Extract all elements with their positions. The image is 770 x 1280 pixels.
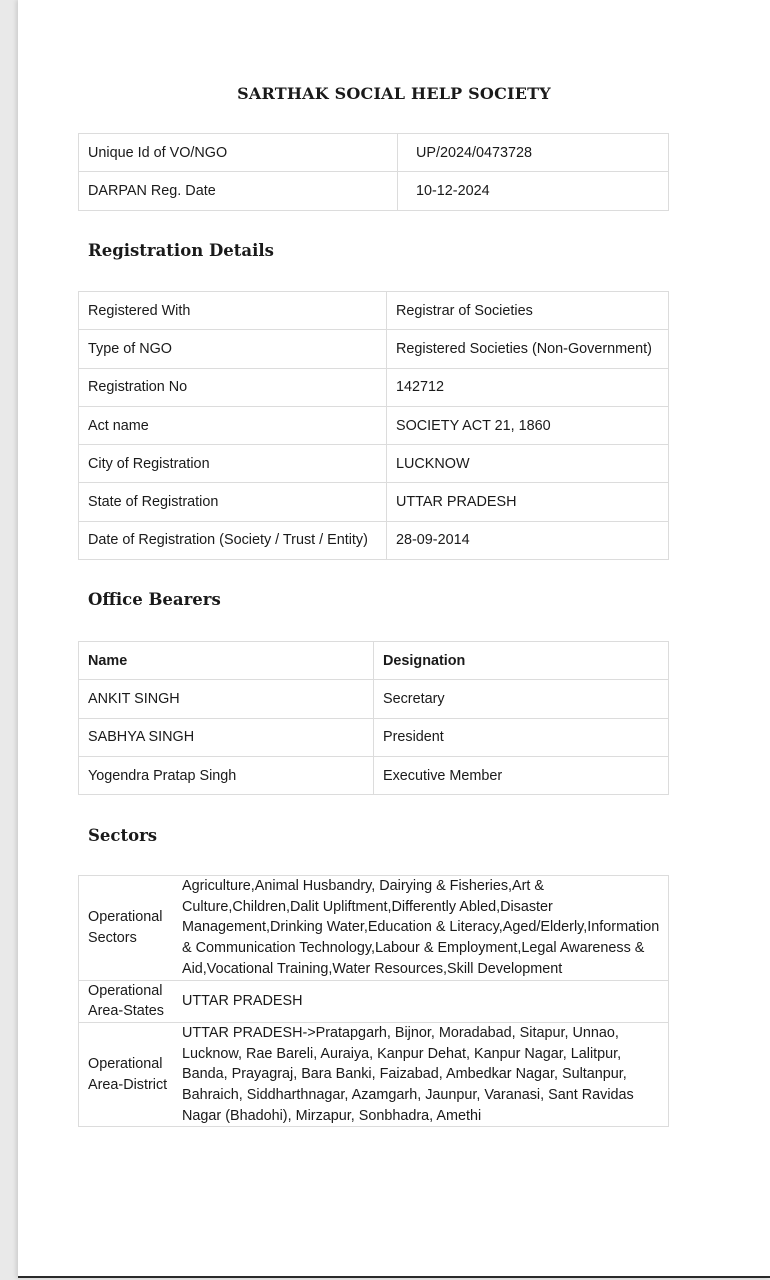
document-title: SARTHAK SOCIAL HELP SOCIETY <box>237 84 551 103</box>
label-cell: Operational Area-District <box>79 1022 177 1127</box>
table-row <box>79 680 669 718</box>
label-cell: Registration No <box>79 368 387 406</box>
page-bottom-border <box>18 1276 770 1278</box>
label-cell: Unique Id of VO/NGO <box>79 134 398 172</box>
value-cell: UP/2024/0473728 <box>398 134 669 172</box>
name-cell: ANKIT SINGH <box>79 680 374 718</box>
table-row <box>79 172 669 210</box>
value-cell: 10-12-2024 <box>398 172 669 210</box>
label-cell: Operational Area-States <box>79 980 177 1022</box>
label-cell: Type of NGO <box>79 330 387 368</box>
table-row <box>79 445 669 483</box>
table-row <box>79 756 669 794</box>
label-cell: City of Registration <box>79 445 387 483</box>
name-cell: Yogendra Pratap Singh <box>79 756 374 794</box>
table-row <box>79 521 669 559</box>
office-bearers-heading: Office Bearers <box>88 590 221 609</box>
value-cell: UTTAR PRADESH->Pratapgarh, Bijnor, Moradabad, Sitapur, Unnao, Lucknow, Rae Bareli, Auraiya, Kanpur Dehat, Kanpur Nagar, Lalitpur, Banda, Prayagraj, Bara Banki, Faizabad, Ambedkar Nagar, Sultanpur, Bahraich, Siddharthnagar, Azamgarh, Jaunpur, Varanasi, Sant Ravidas Nagar (Bhadohi), Mirzapur, Sonbhadra, Amethi <box>176 1022 669 1127</box>
label-cell: Act name <box>79 406 387 444</box>
name-cell: SABHYA SINGH <box>79 718 374 756</box>
table-row <box>79 718 669 756</box>
designation-cell: President <box>374 718 669 756</box>
value-cell: 28-09-2014 <box>387 521 669 559</box>
sectors-heading: Sectors <box>88 826 158 845</box>
value-cell: Registrar of Societies <box>387 292 669 330</box>
table-header-row <box>79 642 669 680</box>
registration-heading: Registration Details <box>88 241 274 260</box>
value-cell: Agriculture,Animal Husbandry, Dairying & Fisheries,Art & Culture,Children,Dalit Upliftment,Differently Abled,Disaster Management,Drinking Water,Education & Literacy,Aged/Elderly,Information & Communication Technology,Labour & Employment,Legal Awareness & Aid,Vocational Training,Water Resources,Skill Development <box>176 876 669 981</box>
id-table <box>78 133 669 211</box>
label-cell: Registered With <box>79 292 387 330</box>
label-cell: State of Registration <box>79 483 387 521</box>
designation-cell: Secretary <box>374 680 669 718</box>
registration-table <box>78 291 669 560</box>
table-row <box>79 876 669 981</box>
label-cell: Date of Registration (Society / Trust / Entity) <box>79 521 387 559</box>
value-cell: SOCIETY ACT 21, 1860 <box>387 406 669 444</box>
designation-cell: Executive Member <box>374 756 669 794</box>
document-page <box>18 0 770 1278</box>
sectors-table <box>78 875 669 1127</box>
column-header-name: Name <box>79 642 374 680</box>
value-cell: 142712 <box>387 368 669 406</box>
table-row <box>79 406 669 444</box>
label-cell: DARPAN Reg. Date <box>79 172 398 210</box>
column-header-designation: Designation <box>374 642 669 680</box>
value-cell: LUCKNOW <box>387 445 669 483</box>
table-row <box>79 134 669 172</box>
value-cell: UTTAR PRADESH <box>176 980 669 1022</box>
table-row <box>79 1022 669 1127</box>
table-row <box>79 292 669 330</box>
value-cell: Registered Societies (Non-Government) <box>387 330 669 368</box>
table-row <box>79 330 669 368</box>
office-bearers-table <box>78 641 669 795</box>
value-cell: UTTAR PRADESH <box>387 483 669 521</box>
table-row <box>79 980 669 1022</box>
table-row <box>79 368 669 406</box>
label-cell: Operational Sectors <box>79 876 177 981</box>
table-row <box>79 483 669 521</box>
